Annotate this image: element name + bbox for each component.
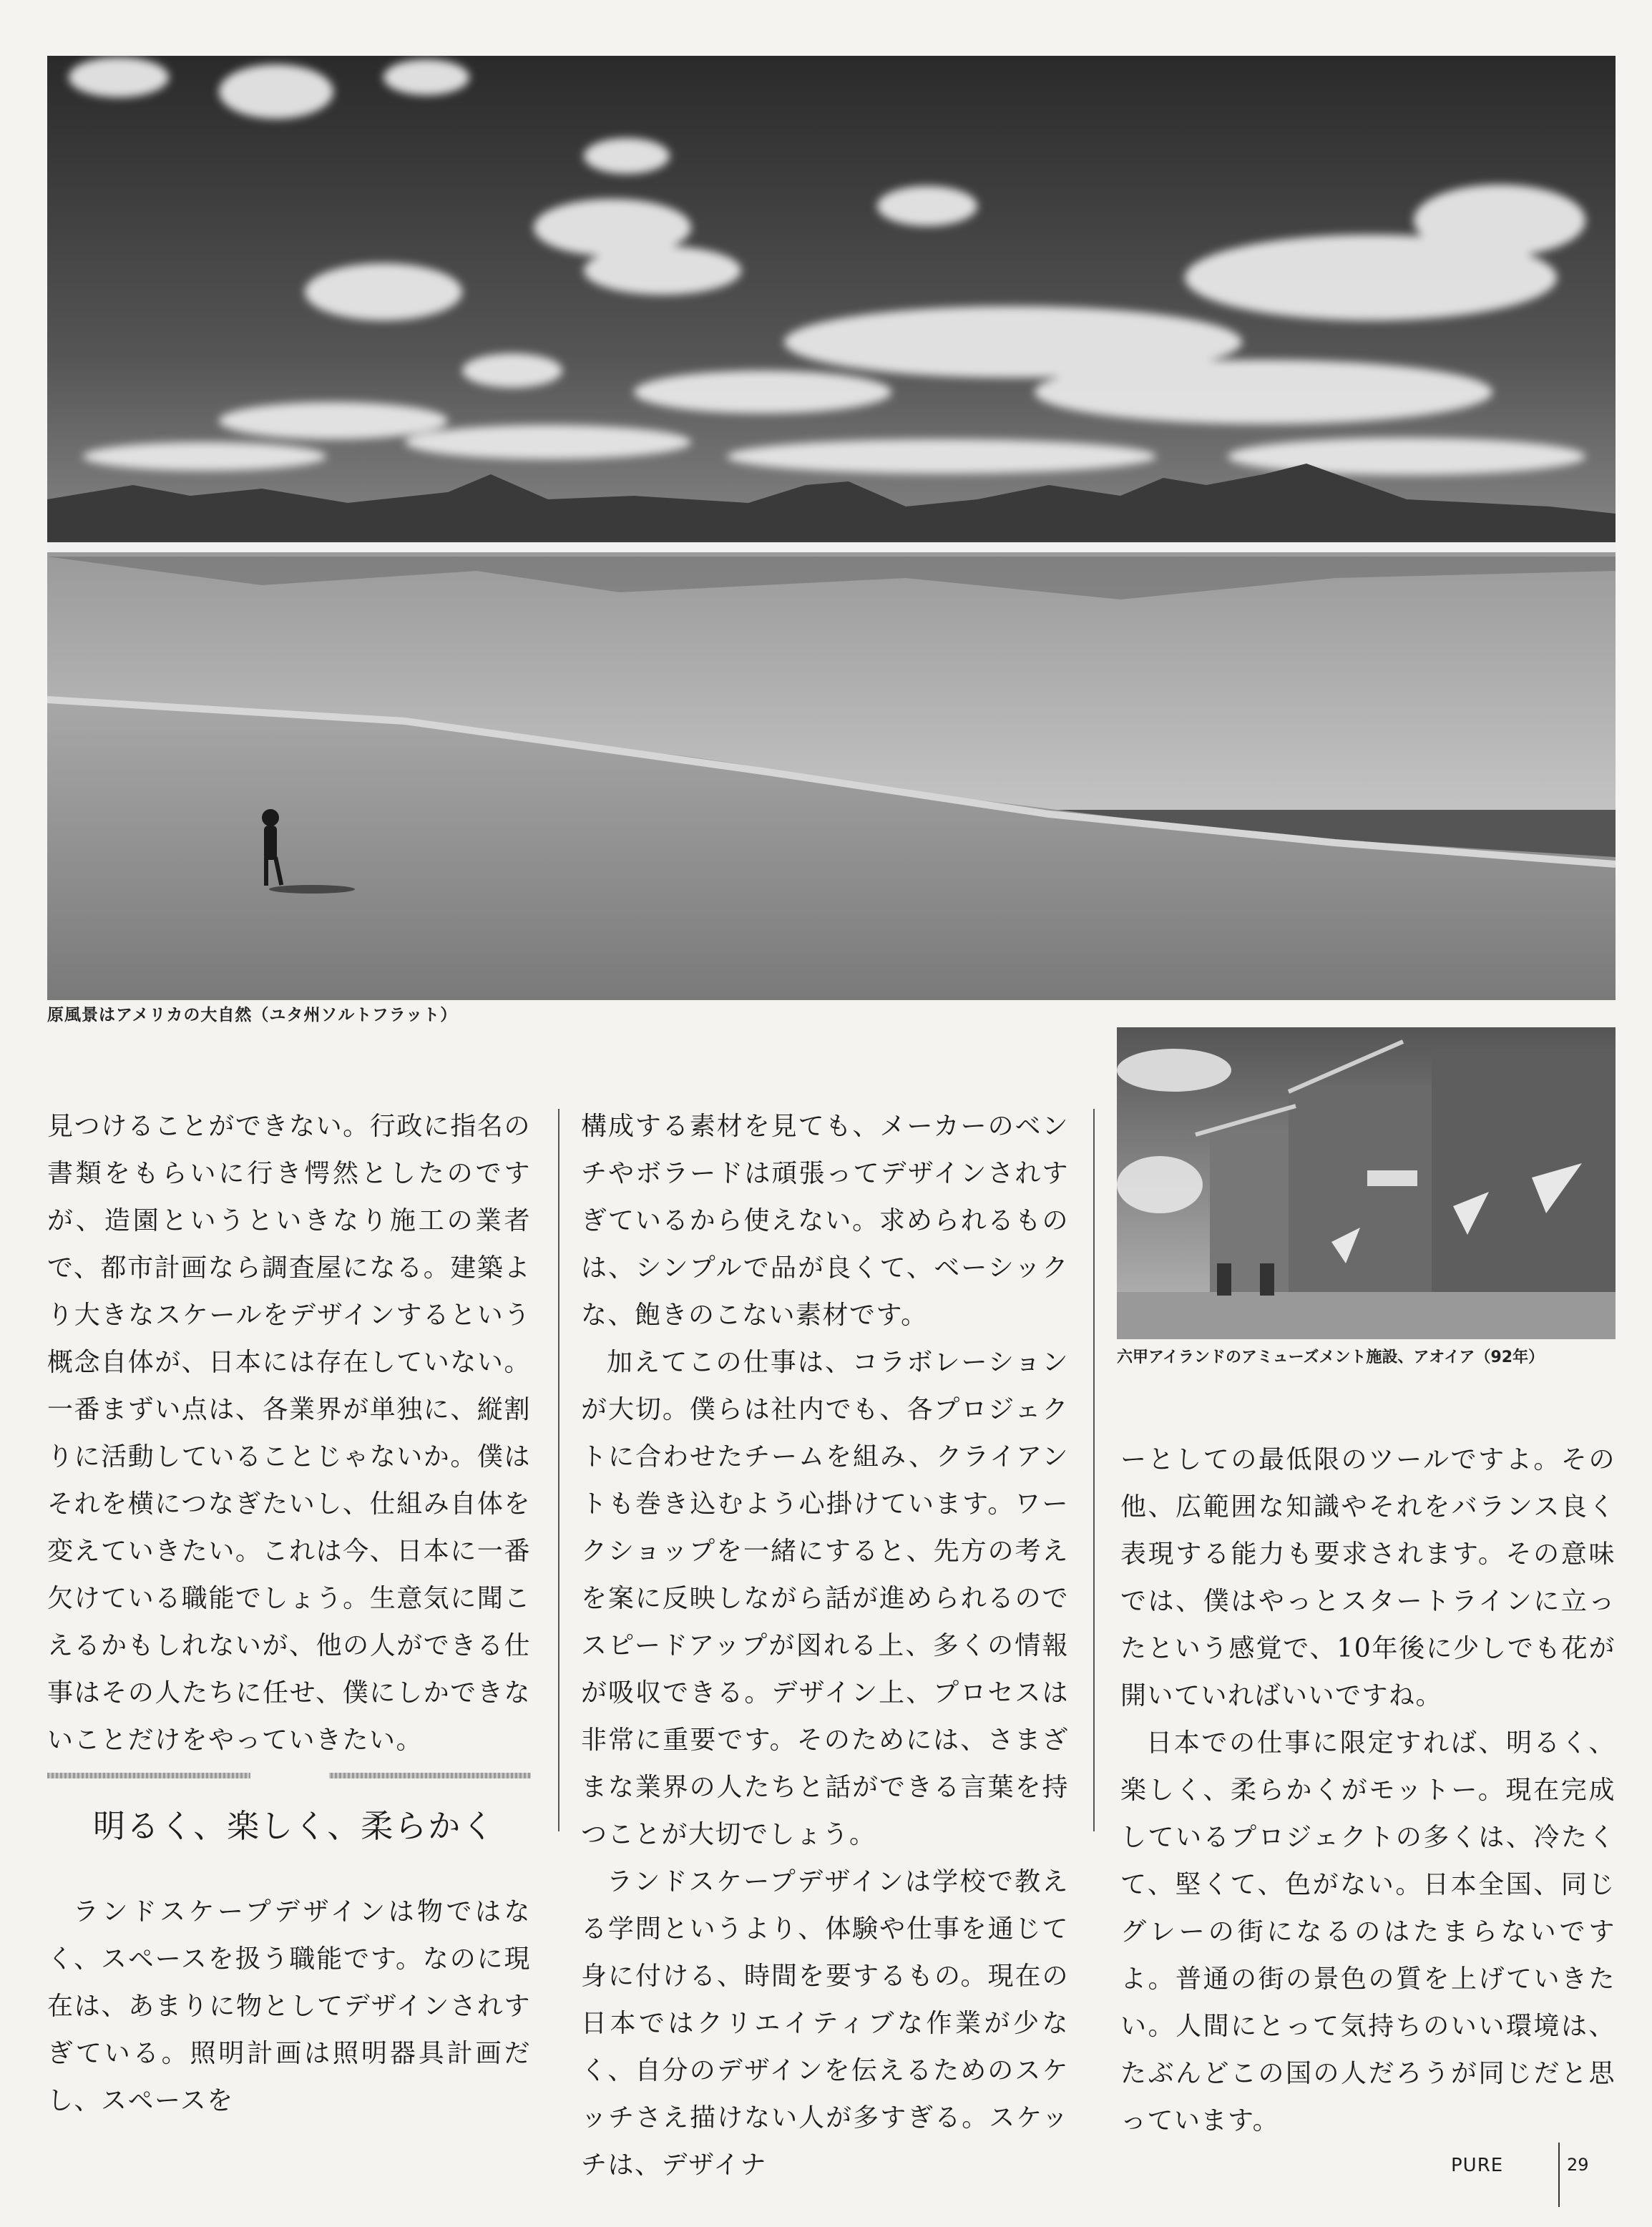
column-divider	[1093, 1109, 1095, 1831]
paragraph: ーとしての最低限のツールですよ。その他、広範囲な知識やそれをバランス良く表現する能力も要求されます。その意味では、僕はやっとスタートラインに立ったという感覚で、10年後に少しでも花が開いていればいいですね。	[1120, 1445, 1616, 1710]
hero-photo	[47, 56, 1616, 1000]
amusement-building-image	[1117, 1027, 1616, 1339]
text-column-3	[1120, 1436, 1616, 2145]
text-column-1-lower	[47, 1889, 531, 2125]
text-column-1	[47, 1103, 531, 1764]
hero-photo-caption: 原風景はアメリカの大自然（ユタ州ソルトフラット）	[47, 1006, 458, 1024]
salt-flat-landscape-image	[47, 56, 1616, 1000]
paragraph: 見つけることができない。行政に指名の書類をもらいに行き愕然としたのですが、造園というといきなり施工の業者で、都市計画なら調査屋になる。建築より大きなスケールをデザインするという概念自体が、日本には存在していない。一番まずい点は、各業界が単独に、縦割りに活動していることじゃないか。僕はそれを横につなぎたいし、仕組み自体を変えていきたい。これは今、日本に一番欠けている職能でしょう。生意気に聞こえるかもしれないが、他の人ができる仕事はその人たちに任せ、僕にしかできないことだけをやっていきたい。	[47, 1112, 531, 1755]
paragraph: 加えてこの仕事は、コラボレーションが大切。僕らは社内でも、各プロジェクトに合わせたチームを組み、クライアントも巻き込むよう心掛けています。ワークショップを一緒にすると、先方の考えを案に反映しながら話が進められるのでスピードアップが図れる上、多くの情報が吸収できる。デザイン上、プロセスは非常に重要です。そのためには、さまざまな業界の人たちと話ができる言葉を持つことが大切でしょう。	[581, 1348, 1069, 1849]
page-number: 29	[1567, 2155, 1589, 2175]
paragraph: ランドスケープデザインは学校で教える学問というより、体験や仕事を通じて身に付ける、時間を要するもの。現在の日本ではクリエイティブな作業が少なく、自分のデザインを伝えるためのスケッチさえ描けない人が多すぎる。スケッチは、デザイナ	[581, 1867, 1069, 2180]
magazine-name: PURE	[1451, 2155, 1504, 2176]
heading-rule-gap	[250, 1770, 329, 1781]
paragraph: 構成する素材を見ても、メーカーのベンチやボラードは頑張ってデザインされすぎているから使えない。求められるものは、シンプルで品が良くて、ベーシックな、飽きのこない素材です。	[581, 1112, 1069, 1330]
side-photo-caption: 六甲アイランドのアミューズメント施設、アオイア（92年）	[1117, 1349, 1545, 1366]
column-divider	[558, 1109, 559, 1831]
section-heading: 明るく、楽しく、柔らかく	[93, 1807, 496, 1845]
paragraph: 日本での仕事に限定すれば、明るく、楽しく、柔らかくがモットー。現在完成しているプロジェクトの多くは、冷たくて、堅くて、色がない。日本全国、同じグレーの街になるのはたまらないですよ。普通の街の景色の質を上げていきたい。人間にとって気持ちのいい環境は、たぶんどこの国の人だろうが同じだと思っています。	[1120, 1728, 1616, 2135]
text-column-2	[581, 1103, 1069, 2189]
paragraph: ランドスケープデザインは物ではなく、スペースを扱う職能です。なのに現在は、あまりに物としてデザインされすぎている。照明計画は照明器具計画だし、スペースを	[47, 1897, 531, 2115]
side-photo	[1117, 1027, 1616, 1339]
footer-divider	[1558, 2143, 1560, 2207]
